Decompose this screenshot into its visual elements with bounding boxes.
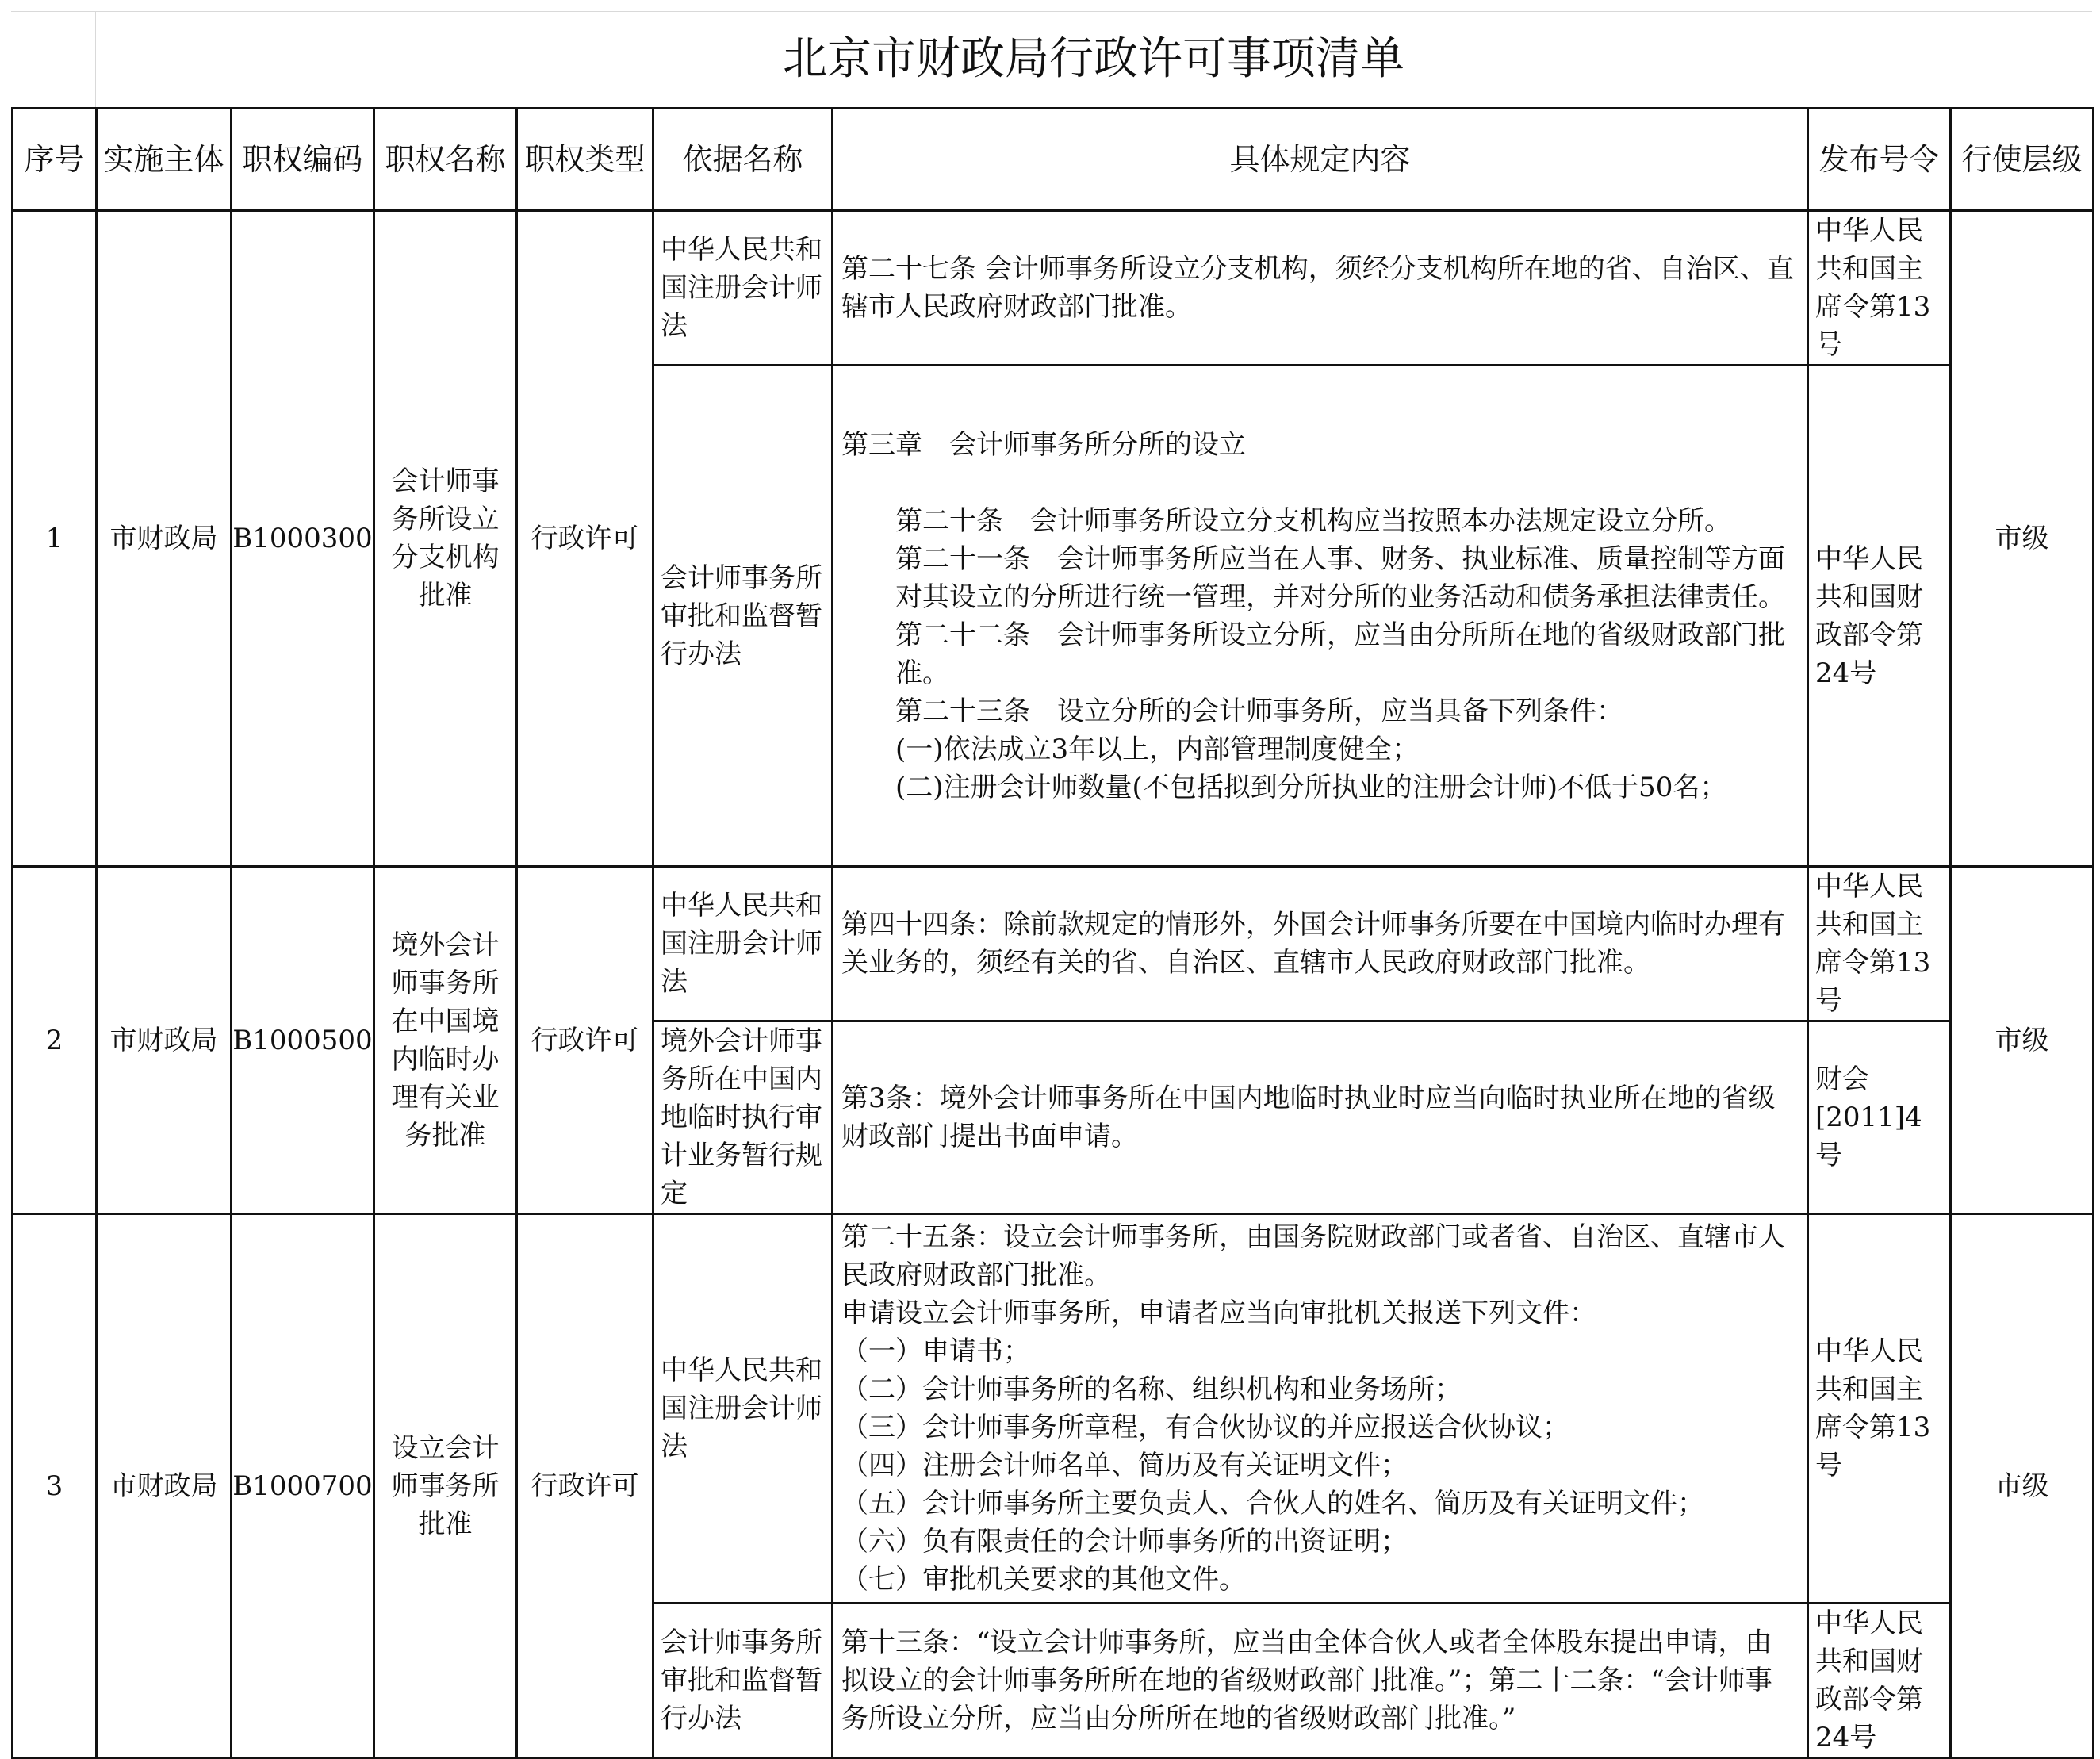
cell-content <box>833 867 1808 1021</box>
cell-order: 中华人民共和国主席令第13号 <box>1808 1214 1951 1604</box>
cell-content <box>833 1021 1808 1214</box>
content-line: 第二十三条 设立分所的会计师事务所，应当具备下列条件： <box>895 695 1623 727</box>
content-line: (一)依法成立3年以上，内部管理制度健全； <box>895 733 1420 765</box>
cell-order: 中华人民共和国主席令第13号 <box>1808 211 1951 366</box>
content-line: （三）会计师事务所章程，有合伙协议的并应报送合伙协议； <box>841 1412 1569 1443</box>
content-line: （七）审批机关要求的其他文件。 <box>841 1564 1246 1596</box>
cell-seq: 1 <box>13 211 97 867</box>
cell-subject: 市财政局 <box>97 867 232 1214</box>
header-row <box>13 109 2094 211</box>
cell-seq: 3 <box>13 1214 97 1758</box>
cell-type: 行政许可 <box>517 1214 653 1758</box>
content-line: 第二十七条 会计师事务所设立分支机构，须经分支机构所在地的省、自治区、直辖市人民政府财政部门批准。 <box>841 253 1794 323</box>
header-code: 职权编码 <box>232 109 374 211</box>
header-subject: 实施主体 <box>97 109 232 211</box>
cell-basis: 中华人民共和国注册会计师法 <box>653 1214 833 1604</box>
content-line: 第二十条 会计师事务所设立分支机构应当按照本办法规定设立分所。 <box>895 504 1731 537</box>
cell-basis: 会计师事务所审批和监督暂行办法 <box>653 366 833 867</box>
content-line: （一）申请书； <box>841 1336 1030 1367</box>
content-line: 第二十五条：设立会计师事务所，由国务院财政部门或者省、自治区、直辖市人民政府财政部门批准。 <box>841 1221 1785 1291</box>
content-line: （五）会计师事务所主要负责人、合伙人的姓名、简历及有关证明文件； <box>841 1488 1704 1519</box>
cell-code: B1000300 <box>232 211 374 867</box>
header-basis: 依据名称 <box>653 109 833 211</box>
header-type: 职权类型 <box>517 109 653 211</box>
cell-basis: 境外会计师事务所在中国内地临时执行审计业务暂行规定 <box>653 1021 833 1214</box>
cell-subject: 市财政局 <box>97 1214 232 1758</box>
cell-code: B1000700 <box>232 1214 374 1758</box>
page-title: 北京市财政局行政许可事项清单 <box>783 33 1404 85</box>
table-row <box>13 867 2094 1021</box>
content-line: 第四十四条：除前款规定的情形外，外国会计师事务所要在中国境内临时办理有关业务的，须经有关的省、自治区、直辖市人民政府财政部门批准。 <box>841 909 1785 979</box>
content-line: 第三章 会计师事务所分所的设立 <box>841 428 1246 461</box>
header-name: 职权名称 <box>374 109 517 211</box>
header-seq: 序号 <box>13 109 97 211</box>
content-line: （六）负有限责任的会计师事务所的出资证明； <box>841 1526 1408 1558</box>
content-line: 第二十一条 会计师事务所应当在人事、财务、执业标准、质量控制等方面对其设立的分所进行统一管理，并对分所的业务活动和债务承担法律责任。 <box>895 542 1785 613</box>
title-row <box>11 11 2092 107</box>
content-line: 申请设立会计师事务所，申请者应当向审批机关报送下列文件： <box>841 1297 1596 1329</box>
content-line: （四）注册会计师名单、简历及有关证明文件； <box>841 1450 1408 1481</box>
permit-table <box>11 107 2094 1759</box>
cell-name: 会计师事务所设立分支机构批准 <box>374 211 517 867</box>
content-line: 第十三条：“设立会计师事务所，应当由全体合伙人或者全体股东提出申请，由拟设立的会计师事务所所在地的省级财政部门批准。”；第二十二条：“会计师事务所设立分所，应当由分所所在地的省级财政部门批准。” <box>841 1627 1772 1734</box>
cell-level: 市级 <box>1951 867 2094 1214</box>
title-gutter <box>11 12 96 107</box>
cell-type: 行政许可 <box>517 211 653 867</box>
header-content: 具体规定内容 <box>833 109 1808 211</box>
cell-basis: 会计师事务所审批和监督暂行办法 <box>653 1604 833 1758</box>
cell-content <box>833 1214 1808 1604</box>
cell-content <box>833 211 1808 366</box>
spreadsheet <box>11 11 2092 1759</box>
cell-content <box>833 366 1808 867</box>
cell-subject: 市财政局 <box>97 211 232 867</box>
blank-line <box>841 464 1799 502</box>
cell-order: 中华人民共和国财政部令第24号 <box>1808 366 1951 867</box>
cell-name: 设立会计师事务所批准 <box>374 1214 517 1758</box>
content-line: 第3条：境外会计师事务所在中国内地临时执业时应当向临时执业所在地的省级财政部门提出书面申请。 <box>841 1083 1776 1152</box>
cell-order: 中华人民共和国财政部令第24号 <box>1808 1604 1951 1758</box>
cell-name: 境外会计师事务所在中国境内临时办理有关业务批准 <box>374 867 517 1214</box>
cell-code: B1000500 <box>232 867 374 1214</box>
cell-order: 中华人民共和国主席令第13号 <box>1808 867 1951 1021</box>
content-line: (二)注册会计师数量(不包括拟到分所执业的注册会计师)不低于50名； <box>895 771 1727 803</box>
cell-basis: 中华人民共和国注册会计师法 <box>653 867 833 1021</box>
table-row <box>13 211 2094 366</box>
cell-seq: 2 <box>13 867 97 1214</box>
cell-basis: 中华人民共和国注册会计师法 <box>653 211 833 366</box>
content-line: 第二十二条 会计师事务所设立分所，应当由分所所在地的省级财政部门批准。 <box>895 619 1785 689</box>
header-order: 发布号令 <box>1808 109 1951 211</box>
content-line: （二）会计师事务所的名称、组织机构和业务场所； <box>841 1374 1462 1405</box>
cell-level: 市级 <box>1951 1214 2094 1758</box>
cell-order: 财会[2011]4号 <box>1808 1021 1951 1214</box>
table-row <box>13 1214 2094 1604</box>
cell-level: 市级 <box>1951 211 2094 867</box>
header-level: 行使层级 <box>1951 109 2094 211</box>
cell-type: 行政许可 <box>517 867 653 1214</box>
cell-content <box>833 1604 1808 1758</box>
